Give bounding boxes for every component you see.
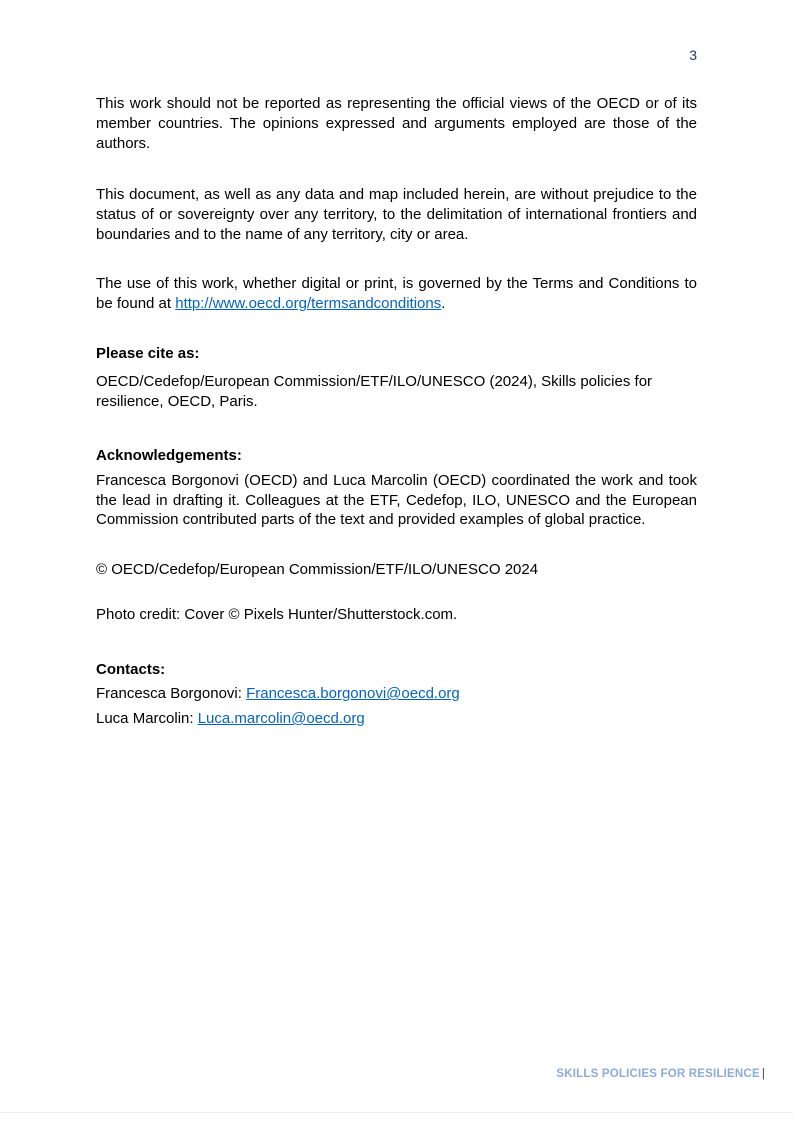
terms-paragraph [96,274,697,314]
contact-luca-label: Luca Marcolin: [96,710,198,727]
photo-credit-line: Photo credit: Cover © Pixels Hunter/Shutterstock.com. [96,606,458,623]
disclaimer-territory-paragraph: This document, as well as any data and map included herein, are without prejudice to the status of or sovereignty over any territory, to the delimitation of international frontiers and boundaries and to the name of any territory, city or area. [96,186,697,243]
terms-paragraph-period: . [441,295,446,312]
contact-francesca-label: Francesca Borgonovi: [96,685,247,702]
contact-luca-email-link[interactable]: Luca.marcolin@oecd.org [197,710,365,727]
footer [96,1067,765,1081]
page-bottom-edge [0,1112,793,1113]
footer-separator: | [761,1068,765,1080]
contact-row-luca [96,709,697,729]
copyright-line: © OECD/Cedefop/European Commission/ETF/ILO/UNESCO 2024 [96,561,539,578]
disclaimer-views-paragraph: This work should not be reported as representing the official views of the OECD or of its member countries. The opinions expressed and arguments employed are those of the authors. [96,95,697,152]
terms-paragraph-text: The use of this work, whether digital or print, is governed by the Terms and Conditions to be found at [96,275,697,312]
page-number: 3 [689,47,697,63]
contacts-heading: Contacts: [96,661,166,678]
footer-running-title: SKILLS POLICIES FOR RESILIENCE [556,1068,760,1080]
contact-francesca-email-link[interactable]: Francesca.borgonovi@oecd.org [246,685,460,702]
acknowledgements-heading: Acknowledgements: [96,447,242,464]
contact-row-francesca [96,684,697,704]
cite-as-heading: Please cite as: [96,345,200,362]
acknowledgements-text: Francesca Borgonovi (OECD) and Luca Marcolin (OECD) coordinated the work and took the lead in drafting it. Colleagues at the ETF, Cedefop, ILO, UNESCO and the European Commission contributed parts of the text and provided examples of global practice. [96,472,697,529]
citation-text: OECD/Cedefop/European Commission/ETF/ILO/UNESCO (2024), Skills policies for resilience, OECD, Paris. [96,373,653,410]
terms-and-conditions-link[interactable]: http://www.oecd.org/termsandconditions [175,295,442,312]
